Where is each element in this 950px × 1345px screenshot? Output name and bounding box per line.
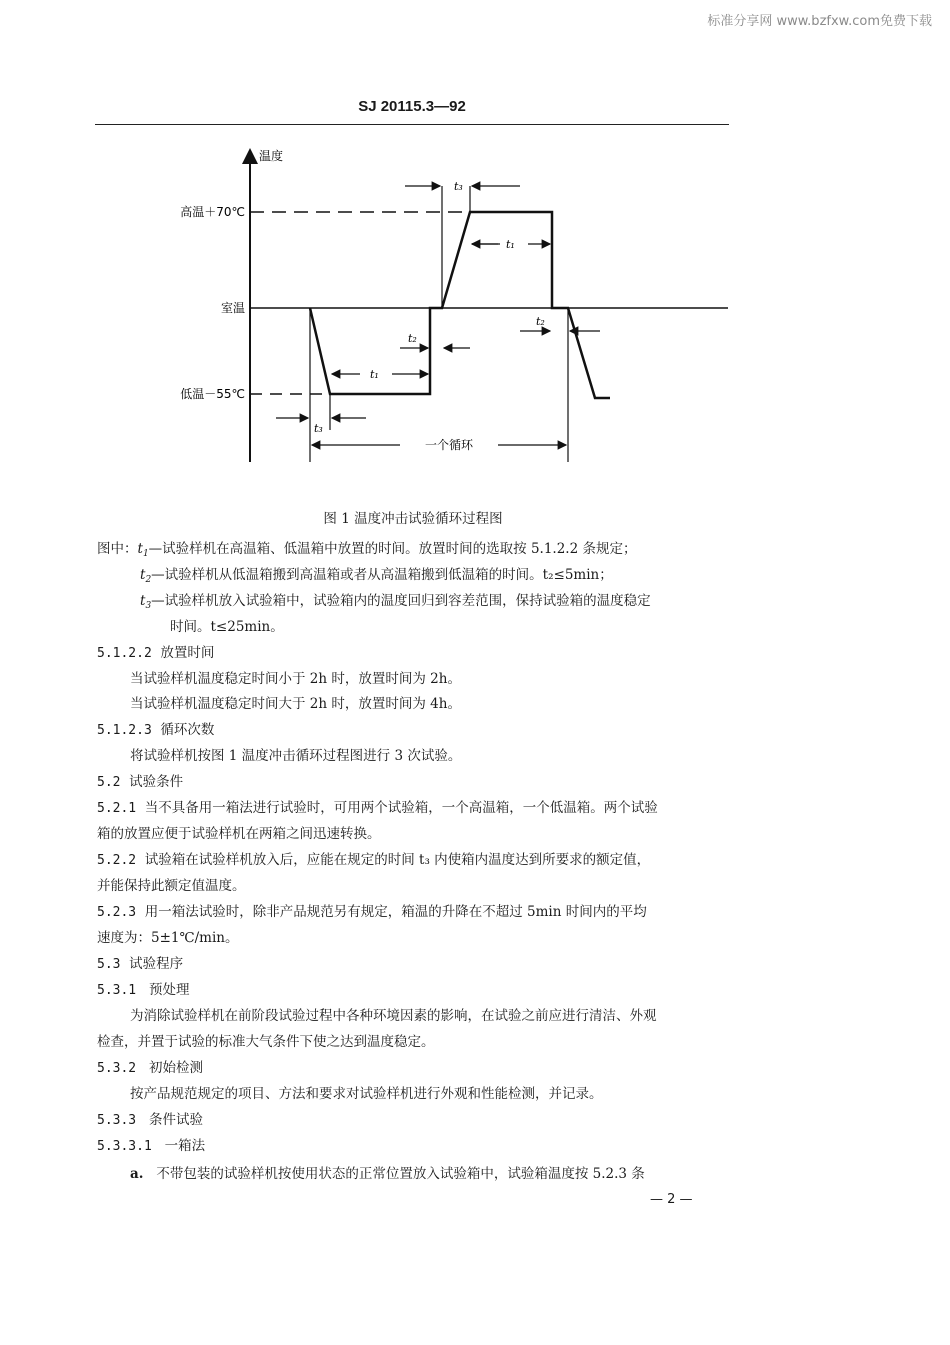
t1-upper-label: t₁ [506, 238, 515, 251]
figure-caption: 图 1 温度冲击试验循环过程图 [323, 511, 503, 527]
paragraph: 按产品规范规定的项目、方法和要求对试验样机进行外观和性能检测，并记录。 [130, 1086, 603, 1102]
section-5-2-heading: 5.2 试验条件 [97, 774, 184, 790]
legend-t2: $t_2—$试验样机从低温箱搬到高温箱或者从高温箱搬到低温箱的时间。t₂≤5min； [140, 567, 613, 585]
one-cycle-label: 一个循环 [424, 438, 474, 452]
section-5-2-1: 5.2.1 当不具备用一箱法进行试验时，可用两个试验箱，一个高温箱，一个低温箱。两个试验 [97, 800, 658, 816]
list-item-a: a. 不带包装的试验样机按使用状态的正常位置放入试验箱中，试验箱温度按 5.2.3 条 [130, 1166, 645, 1182]
paragraph: 为消除试验样机在前阶段试验过程中各种环境因素的影响，在试验之前应进行清洁、外观 [130, 1008, 657, 1024]
high-temp-label: 高温＋70℃ [180, 205, 245, 219]
paragraph: 检查，并置于试验的标准大气条件下使之达到温度稳定。 [97, 1034, 435, 1050]
paragraph: 箱的放置应便于试验样机在两箱之间迅速转换。 [97, 826, 381, 842]
watermark: 标准分享网 www.bzfxw.com免费下载 [707, 14, 932, 29]
section-5-3-2-heading: 5.3.2 初始检测 [97, 1060, 204, 1076]
section-5-3-3-1-heading: 5.3.3.1 一箱法 [97, 1138, 206, 1154]
section-5-2-3: 5.2.3 用一箱法试验时，除非产品规范另有规定，箱温的升降在不超过 5min 时间内的平均 [97, 904, 647, 920]
temperature-profile [310, 212, 610, 398]
paragraph: 当试验样机温度稳定时间大于 2h 时，放置时间为 4h。 [130, 696, 461, 712]
legend-t3: $t_3—$试验样机放入试验箱中，试验箱内的温度回归到容差范围，保持试验箱的温度稳定 [140, 593, 651, 611]
page-number: — 2 — [650, 1192, 693, 1207]
paragraph: 速度为：5±1℃/min。 [97, 930, 239, 946]
legend-t1: 图中：$t_1—$试验样机在高温箱、低温箱中放置的时间。放置时间的选取按 5.1.2.2 条规定； [97, 541, 637, 559]
paragraph: 并能保持此额定值温度。 [97, 878, 246, 894]
document-header: SJ 20115.3—92 [358, 98, 466, 115]
section-5-3-heading: 5.3 试验程序 [97, 956, 184, 972]
section-5-2-2: 5.2.2 试验箱在试验样机放入后，应能在规定的时间 t₃ 内使箱内温度达到所要求的额定值， [97, 852, 651, 868]
paragraph: 将试验样机按图 1 温度冲击循环过程图进行 3 次试验。 [130, 748, 462, 764]
section-5-3-1-heading: 5.3.1 预处理 [97, 982, 190, 998]
y-axis-label: 温度 [259, 149, 284, 163]
t2-mid-label: t₂ [408, 332, 417, 345]
t3-top-label: t₃ [454, 180, 463, 193]
low-temp-label: 低温－55℃ [180, 387, 245, 401]
section-5-1-2-2-heading: 5.1.2.2 放置时间 [97, 645, 215, 661]
legend-t3-cont: 时间。t≤25min。 [170, 619, 284, 635]
t3-lower-label: t₃ [314, 422, 323, 435]
temperature-cycle-diagram [0, 0, 950, 540]
t1-lower-label: t₁ [370, 368, 379, 381]
section-5-3-3-heading: 5.3.3 条件试验 [97, 1112, 204, 1128]
room-temp-label: 室温 [220, 301, 245, 315]
t2-right-label: t₂ [536, 315, 545, 328]
section-5-1-2-3-heading: 5.1.2.3 循环次数 [97, 722, 215, 738]
paragraph: 当试验样机温度稳定时间小于 2h 时，放置时间为 2h。 [130, 671, 461, 687]
